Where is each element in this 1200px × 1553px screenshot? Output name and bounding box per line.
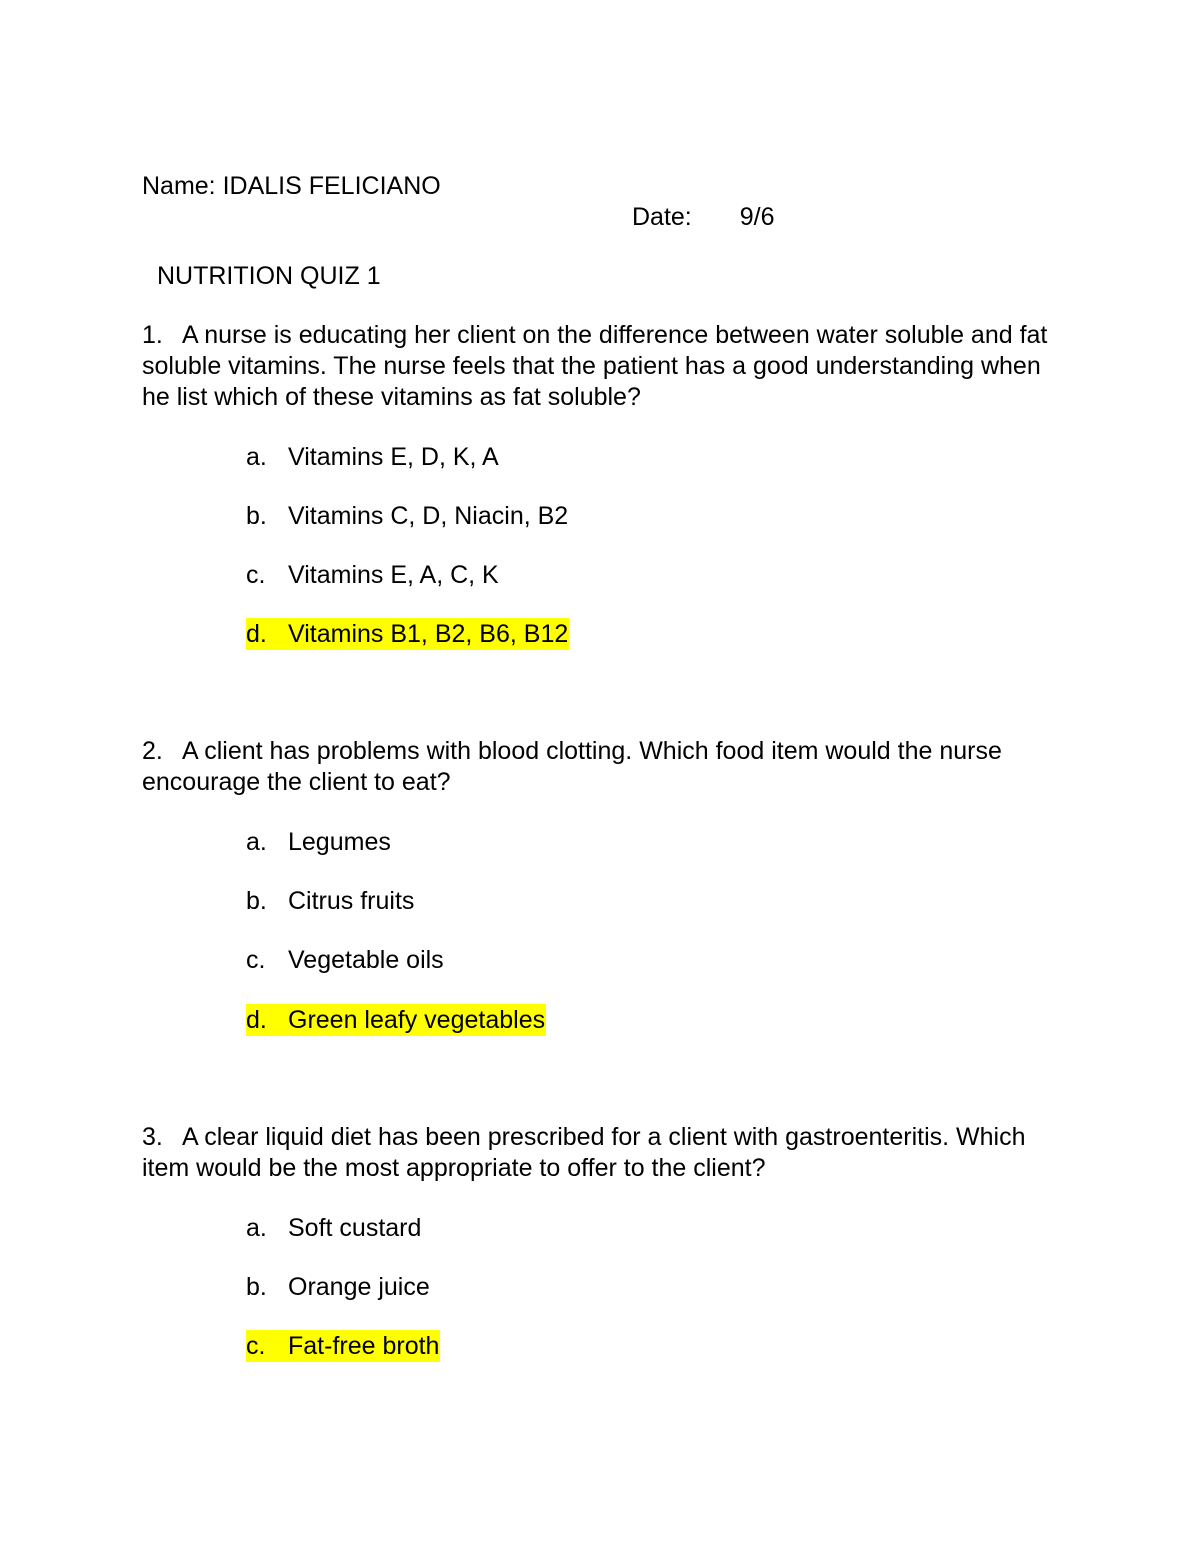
- option-2a: [246, 826, 391, 858]
- question-2: [142, 736, 1062, 798]
- option-letter: c.: [246, 946, 266, 974]
- date-label: Date:: [632, 203, 692, 231]
- option-3c-selected-answer: [246, 1330, 440, 1362]
- option-text: Vitamins B1, B2, B6, B12: [288, 620, 569, 648]
- quiz-title: NUTRITION QUIZ 1: [157, 262, 381, 290]
- date-line: [632, 201, 775, 233]
- option-letter: c.: [246, 1332, 266, 1360]
- option-letter: a.: [246, 828, 267, 856]
- option-text: Legumes: [288, 828, 391, 856]
- option-text: Soft custard: [288, 1214, 422, 1242]
- question-1: [142, 320, 1062, 413]
- option-letter: a.: [246, 1214, 267, 1242]
- option-text: Citrus fruits: [288, 887, 415, 915]
- option-2c: [246, 944, 444, 976]
- option-text: Vitamins E, D, K, A: [288, 443, 499, 471]
- date-value: 9/6: [739, 203, 775, 231]
- option-3a: [246, 1212, 421, 1244]
- question-number: 3.: [142, 1123, 163, 1151]
- question-text: A nurse is educating her client on the difference between water soluble and fat soluble vitamins. The nurse feels that the patient has a good understanding when he list which of these vitamins as fat soluble?: [142, 321, 1048, 411]
- question-number: 2.: [142, 737, 163, 765]
- option-text: Vegetable oils: [288, 946, 444, 974]
- option-letter: b.: [246, 887, 267, 915]
- student-name: Name: IDALIS FELICIANO: [142, 172, 441, 200]
- option-text: Fat-free broth: [288, 1332, 440, 1360]
- question-3: [142, 1122, 1062, 1184]
- option-2b: [246, 885, 414, 917]
- option-letter: d.: [246, 620, 267, 648]
- option-1c: [246, 559, 499, 591]
- option-letter: a.: [246, 443, 267, 471]
- question-text: A clear liquid diet has been prescribed for a client with gastroenteritis. Which item would be the most appropriate to offer to the client?: [142, 1123, 1026, 1182]
- option-letter: b.: [246, 1273, 267, 1301]
- option-1b: [246, 500, 568, 532]
- option-text: Vitamins C, D, Niacin, B2: [288, 502, 569, 530]
- option-letter: c.: [246, 561, 266, 589]
- option-text: Vitamins E, A, C, K: [288, 561, 499, 589]
- option-2d-selected-answer: [246, 1004, 546, 1036]
- question-number: 1.: [142, 321, 163, 349]
- option-text: Orange juice: [288, 1273, 430, 1301]
- option-text: Green leafy vegetables: [288, 1006, 546, 1034]
- option-letter: b.: [246, 502, 267, 530]
- option-3b: [246, 1271, 430, 1303]
- option-1a: [246, 441, 499, 473]
- option-letter: d.: [246, 1006, 267, 1034]
- question-text: A client has problems with blood clotting. Which food item would the nurse encourage the client to eat?: [142, 737, 1002, 796]
- option-1d-selected-answer: [246, 618, 569, 650]
